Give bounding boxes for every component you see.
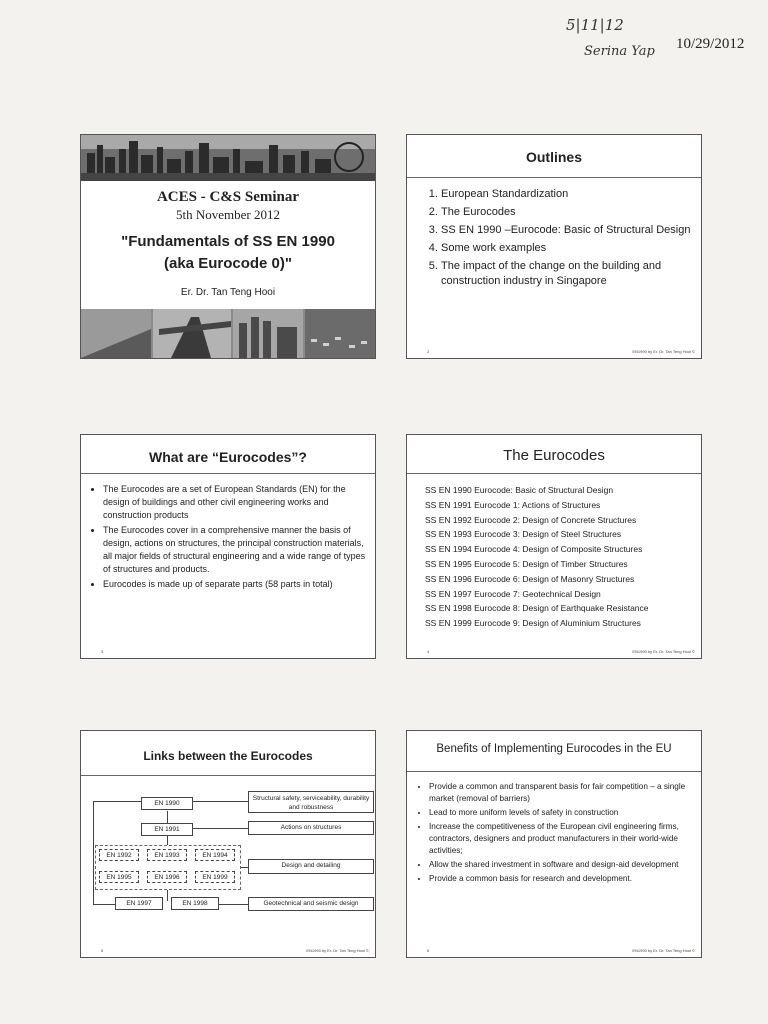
list-item: • The Eurocodes are a set of European Standards (EN) for the design of buildings and other civil engineering works and construction products [103,483,373,522]
slide-number: 3 [101,649,104,654]
slide-title: Links between the Eurocodes [143,749,313,763]
slide-the-eurocodes [406,434,702,659]
en1996-box: EN 1996 [147,871,187,883]
connector-line [241,867,248,868]
eurocode-list [425,483,649,631]
seminar-subtitle-line2: (aka Eurocode 0)" [164,255,292,272]
connector-line [93,801,94,905]
connector-line [167,835,168,845]
en1991-box: EN 1991 [141,823,193,836]
stamp-date: 10/29/2012 [676,36,745,52]
slide-links-between-eurocodes [80,730,376,958]
list-item: • Increase the competitiveness of the European civil engineering firms, contractors, designers and product manufacturers in their world-wide activities; [429,821,705,857]
title-divider [407,771,701,772]
slide-benefits [406,730,702,958]
list-item: • Provide a common and transparent basis for fair competition – a single market (removal of barriers) [429,781,705,805]
list-item: • Eurocodes is made up of separate parts (58 parts in total) [103,578,373,591]
handwritten-date: 5|11|12 [566,16,624,34]
slide-what-are-eurocodes [80,434,376,659]
list-item: SS EN 1991 Eurocode 1: Actions of Structures [425,499,601,510]
slide-outlines [406,134,702,359]
connector-line [93,801,141,802]
seminar-date: 5th November 2012 [176,207,280,222]
geo-label-box: Geotechnical and seismic design [248,897,374,911]
connector-line [193,801,248,802]
list-item: • Lead to more uniform levels of safety in construction [429,807,705,819]
connector-line [167,890,168,901]
slide-footer: EN1990 by Er. Dr. Tan Teng Hooi © [632,649,695,654]
list-item: SS EN 1994 Eurocode 4: Design of Composite Structures [425,544,643,555]
title-divider [81,473,375,474]
slide-footer: EN1990 by Er. Dr. Tan Teng Hooi © [306,948,369,953]
en1998-box: EN 1998 [171,897,219,910]
list-item: SS EN 1995 Eurocode 5: Design of Timber Structures [425,558,628,569]
en1994-box: EN 1994 [195,849,235,861]
en1995-box: EN 1995 [99,871,139,883]
outline-list [423,187,701,292]
title-divider [407,473,701,474]
title-divider [407,177,701,178]
slide-title [80,134,376,359]
slide-number: 4 [427,649,430,654]
slide-number: 6 [427,948,430,953]
slide-footer: EN1990 by Er. Dr. Tan Teng Hooi © [632,948,695,953]
list-item: 1. European Standardization [441,187,701,202]
slide-number: 5 [101,948,104,953]
en1990-box: EN 1990 [141,797,193,810]
seminar-title: ACES - C&S Seminar [156,189,300,205]
list-item: SS EN 1992 Eurocode 2: Design of Concrete Structures [425,514,637,525]
list-item: 5. The impact of the change on the building and construction industry in Singapore [441,259,701,289]
list-item: • Allow the shared investment in software and design-aid development [429,859,705,871]
list-item: SS EN 1996 Eurocode 6: Design of Masonry Structures [425,573,635,584]
slide-title: The Eurocodes [503,447,605,464]
safety-label-box: Structural safety, serviceability, durability and robustness [248,791,374,813]
list-item: SS EN 1997 Eurocode 7: Geotechnical Design [425,588,601,599]
seminar-author: Er. Dr. Tan Teng Hooi [180,287,276,298]
list-item: SS EN 1999 Eurocode 9: Design of Aluminium Structures [425,618,641,629]
slide-title: What are “Eurocodes”? [149,449,307,465]
slide-title: Outlines [525,149,582,165]
seminar-subtitle-line1: "Fundamentals of SS EN 1990 [121,233,335,250]
actions-label-box: Actions on structures [248,821,374,835]
bullet-list [417,781,705,887]
connector-line [93,904,115,905]
list-item: 2. The Eurocodes [441,205,701,220]
city-photo-strip [81,309,375,358]
en1999-box: EN 1999 [195,871,235,883]
connector-line [193,828,248,829]
list-item: 3. SS EN 1990 –Eurocode: Basic of Structural Design [441,223,701,238]
title-divider [81,775,375,776]
list-item: SS EN 1990 Eurocode: Basic of Structural Design [425,485,614,495]
handwritten-name: Serina Yap [584,44,655,59]
bullet-list [91,483,373,593]
list-item: 4. Some work examples [441,241,701,256]
list-item: • The Eurocodes cover in a comprehensive manner the basis of design, actions on structures, the principal construction materials, all major fields of structural engineering and a wide range of types of structures and products. [103,524,373,576]
en1993-box: EN 1993 [147,849,187,861]
list-item: • Provide a common basis for research and development. [429,873,705,885]
list-item: SS EN 1998 Eurocode 8: Design of Earthquake Resistance [425,603,649,614]
slide-title: Benefits of Implementing Eurocodes in the EU [436,743,672,755]
connector-line [219,904,248,905]
slide-footer: EN1990 by Er. Dr. Tan Teng Hooi © [632,349,695,354]
design-label-box: Design and detailing [248,859,374,874]
list-item: SS EN 1993 Eurocode 3: Design of Steel Structures [425,529,622,540]
slide-number: 2 [427,349,430,354]
en1997-box: EN 1997 [115,897,163,910]
skyline-photo [81,135,375,181]
en1992-box: EN 1992 [99,849,139,861]
